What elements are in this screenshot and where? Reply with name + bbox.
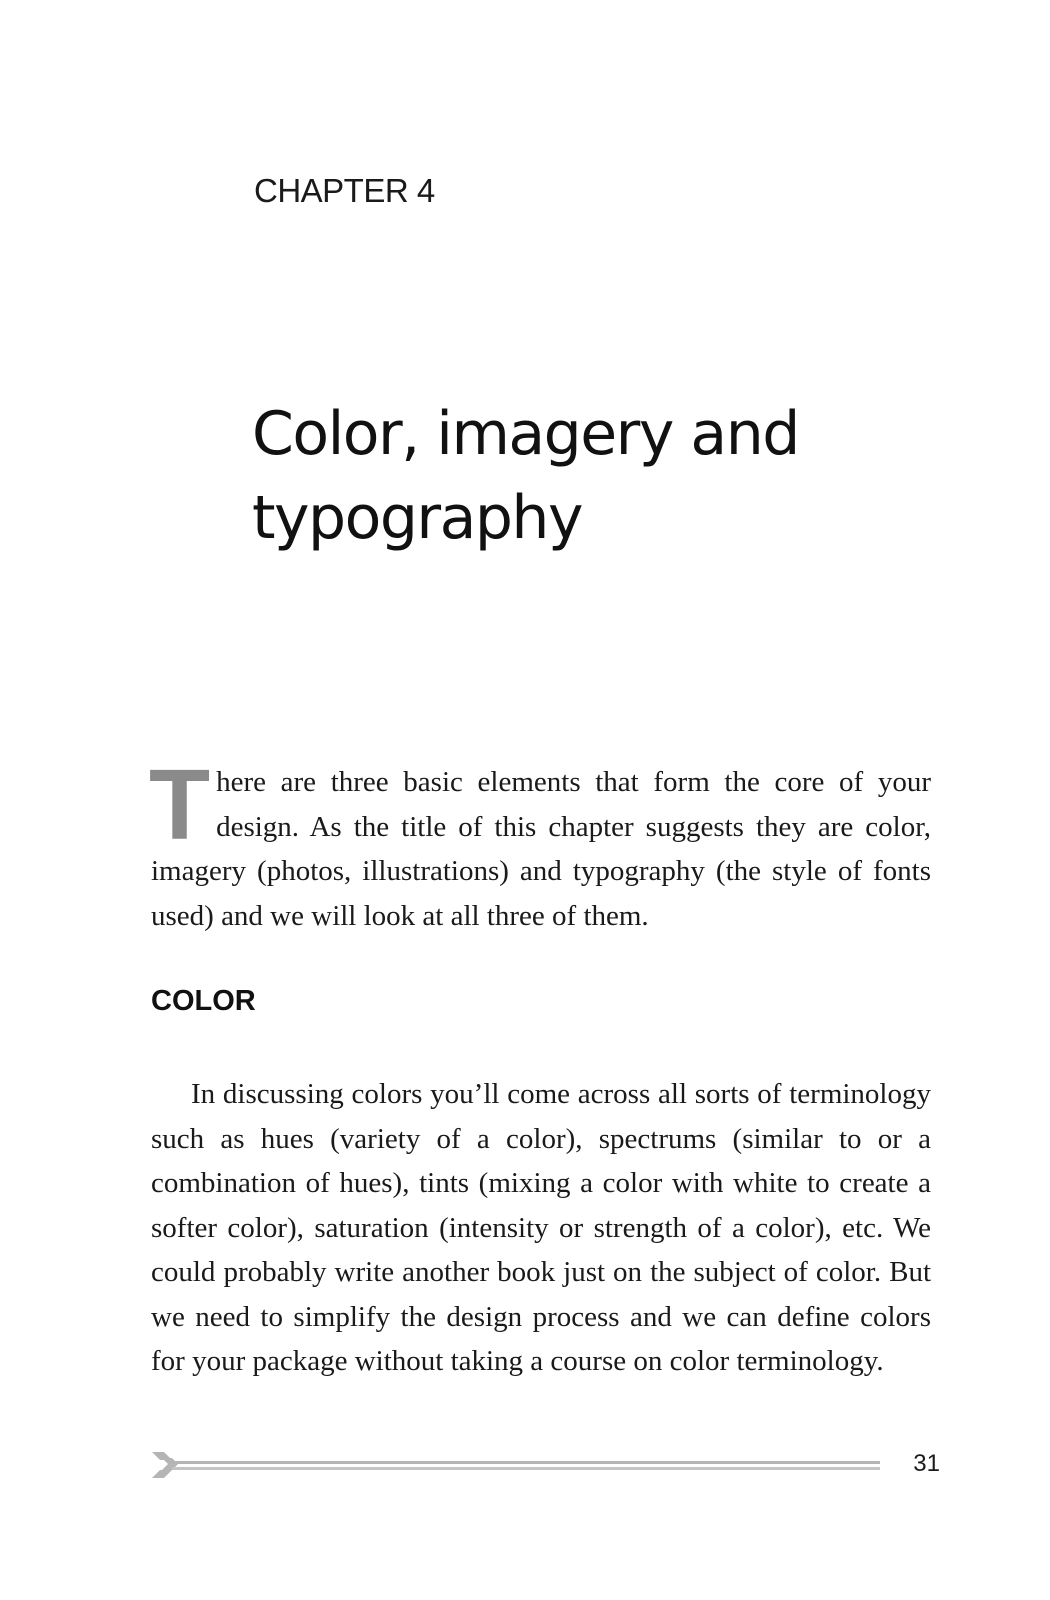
chapter-title xyxy=(252,392,892,560)
drop-cap: T xyxy=(149,749,211,861)
page-footer xyxy=(150,1448,940,1482)
page-number: 31 xyxy=(913,1450,940,1477)
arrow-fletching-icon xyxy=(152,1452,178,1478)
section-heading: COLOR xyxy=(151,985,256,1017)
footer-rule xyxy=(150,1448,880,1482)
footer-rule-line-top xyxy=(172,1461,880,1464)
intro-paragraph xyxy=(149,749,931,938)
intro-text: here are three basic elements that form the core of your design. As the title of this chapter suggests they are color, imagery (photos, illustrations) and typography (the style of fonts used) and we will look at all three of them. xyxy=(151,766,931,932)
chapter-title-line-1: Color, imagery and xyxy=(252,399,799,469)
color-paragraph: In discussing colors you’ll come across all sorts of terminology such as hues (variety of a color), spectrums (similar to or a combination of hues), tints (mixing a color with white to create a softer color), saturation (intensity or strength of a color), etc. We could probably write another book just on the subject of color. But we need to simplify the design process and we can define colors for your package without taking a course on color terminology. xyxy=(151,1078,931,1377)
chapter-title-line-2: typography xyxy=(252,483,582,553)
chapter-label: CHAPTER 4 xyxy=(254,172,435,209)
footer-rule-line-bottom xyxy=(172,1467,880,1470)
